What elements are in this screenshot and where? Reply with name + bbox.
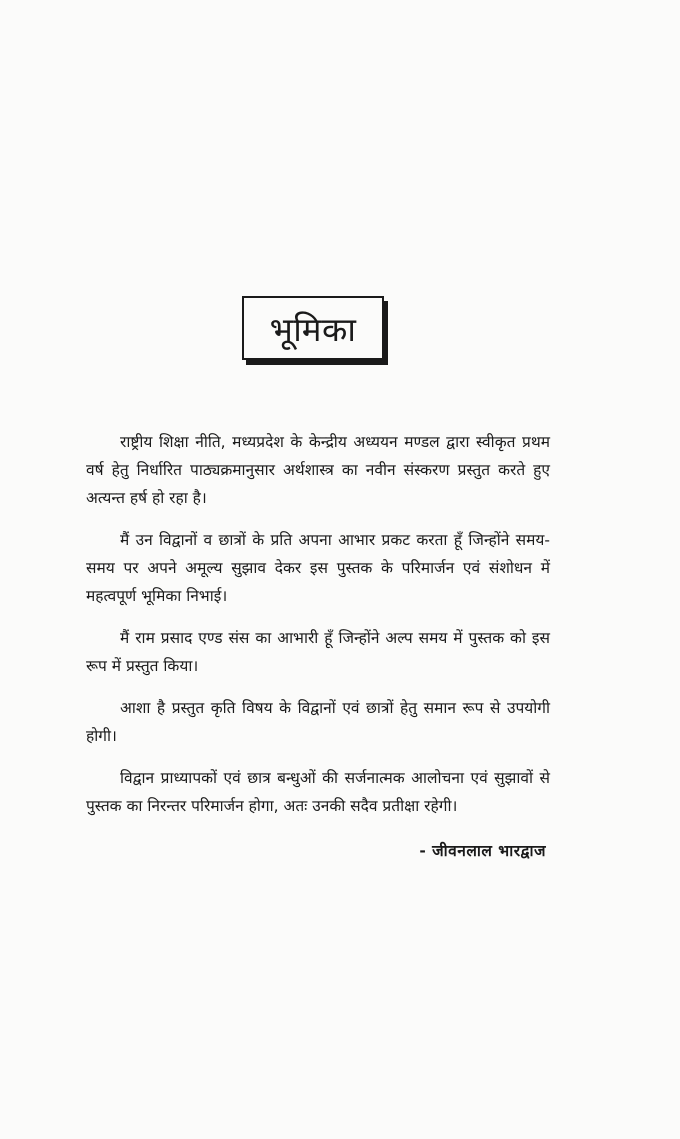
- paragraph-3: मैं राम प्रसाद एण्ड संस का आभारी हूँ जिन्होंने अल्प समय में पुस्तक को इस रूप में प्रस्तुत किया।: [86, 629, 550, 675]
- paragraph-2: मैं उन विद्वानों व छात्रों के प्रति अपना आभार प्रकट करता हूँ जिन्होंने समय-समय पर अपने अमूल्य सुझाव देकर इस पुस्तक के परिमार्जन एवं संशोधन में महत्वपूर्ण भूमिका निभाई।: [86, 531, 550, 605]
- page-title: भूमिका: [269, 309, 357, 349]
- paragraph-5: विद्वान प्राध्यापकों एवं छात्र बन्धुओं की सर्जनात्मक आलोचना एवं सुझावों से पुस्तक का निरन्तर परिमार्जन होगा, अतः उनकी सदैव प्रतीक्षा रहेगी।: [86, 769, 550, 815]
- heading-box: [242, 296, 384, 360]
- preface-body: [86, 428, 550, 834]
- paragraph-1: राष्ट्रीय शिक्षा नीति, मध्यप्रदेश के केन्द्रीय अध्ययन मण्डल द्वारा स्वीकृत प्रथम वर्ष हेतु निर्धारित पाठ्यक्रमानुसार अर्थशास्त्र का नवीन संस्करण प्रस्तुत करते हुए अत्यन्त हर्ष हो रहा है।: [86, 433, 550, 507]
- paragraph-4: आशा है प्रस्तुत कृति विषय के विद्वानों एवं छात्रों हेतु समान रूप से उपयोगी होगी।: [86, 699, 550, 745]
- author-signature: - जीवनलाल भारद्वाज: [419, 842, 546, 860]
